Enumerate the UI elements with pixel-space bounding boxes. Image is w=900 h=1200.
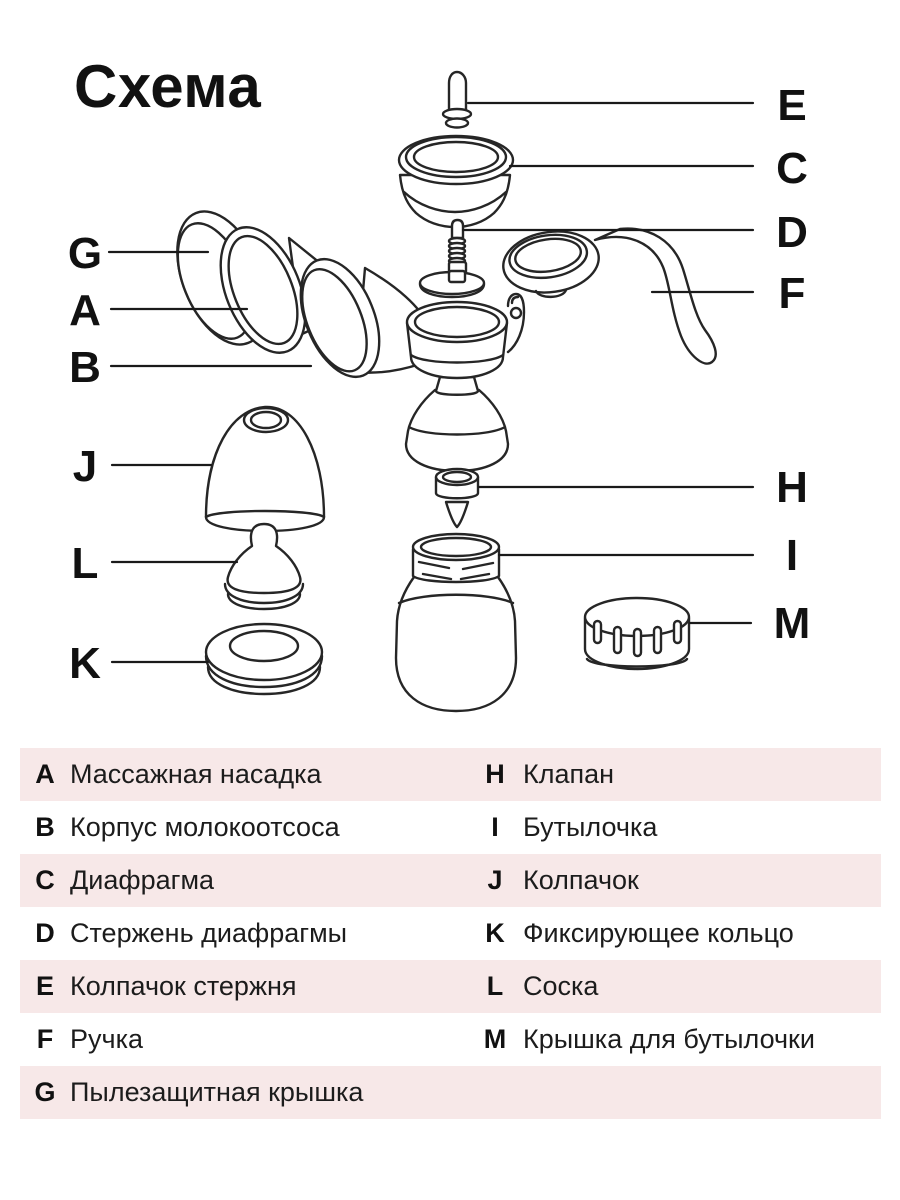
part-bottle-lid [585, 598, 689, 669]
legend-label: Диафрагма [70, 865, 215, 895]
legend-cell [20, 918, 475, 949]
legend-label: Ручка [70, 1024, 143, 1054]
diagram-label-l: L [71, 539, 99, 588]
diagram-label-k: K [69, 639, 101, 688]
legend-letter: M [483, 1024, 507, 1054]
part-handle [499, 226, 715, 364]
legend-letter: K [485, 918, 505, 948]
legend-cell [20, 865, 475, 896]
legend-row-e-l [20, 960, 881, 1013]
diagram-label-b: B [69, 343, 101, 392]
diagram-label-e: E [777, 81, 807, 130]
legend-letter: G [34, 1077, 56, 1107]
legend-cell [20, 971, 475, 1002]
diagram-label-a: A [69, 286, 101, 335]
legend-row-c-j [20, 854, 881, 907]
diagram-label-d: D [776, 208, 808, 257]
diagram-label-g: G [67, 229, 103, 278]
diagram-label-f: F [778, 269, 806, 318]
legend-label: Бутылочка [523, 812, 658, 842]
legend-label: Крышка для бутылочки [523, 1024, 815, 1054]
legend-label: Клапан [523, 759, 615, 789]
part-locking-ring [206, 624, 322, 694]
diagram-label-c: C [776, 144, 808, 193]
part-cap-of-stem [443, 72, 471, 128]
page-title: Схема [74, 53, 262, 120]
legend-letter: F [36, 1024, 54, 1054]
legend-label: Массажная насадка [70, 759, 322, 789]
legend-cell [475, 812, 881, 843]
legend-row-a-h [20, 748, 881, 801]
legend-cell [20, 759, 475, 790]
legend-letter: L [486, 971, 504, 1001]
legend-label: Пылезащитная крышка [70, 1077, 364, 1107]
legend-letter: J [487, 865, 503, 895]
legend-label: Корпус молокоотсоса [70, 812, 340, 842]
legend-cell [20, 812, 475, 843]
part-valve [436, 469, 478, 527]
legend-letter: B [35, 812, 55, 842]
legend-letter: I [491, 812, 499, 842]
legend-cell [475, 971, 881, 1002]
part-teat [225, 524, 303, 609]
legend-label: Стержень диафрагмы [70, 918, 348, 948]
parts-legend [20, 748, 881, 1119]
diagram-label-j: J [72, 442, 98, 491]
part-bottle [396, 534, 516, 711]
legend-cell [20, 1024, 475, 1055]
legend-row-g [20, 1066, 881, 1119]
legend-row-b-i [20, 801, 881, 854]
legend-letter: E [35, 971, 54, 1001]
legend-letter: H [485, 759, 505, 789]
part-stem-of-diaphragm [420, 220, 484, 297]
legend-row-f-m [20, 1013, 881, 1066]
part-diaphragm [399, 136, 513, 227]
legend-cell [475, 759, 881, 790]
legend-cell [475, 865, 881, 896]
legend-letter: C [35, 865, 55, 895]
diagram-label-i: I [785, 531, 799, 580]
legend-cell [475, 918, 881, 949]
legend-row-d-k [20, 907, 881, 960]
legend-letter: D [35, 918, 55, 948]
diagram-label-m: M [773, 599, 811, 648]
legend-label: Фиксирующее кольцо [523, 918, 794, 948]
legend-cell [20, 1077, 475, 1108]
legend-label: Соска [523, 971, 599, 1001]
legend-letter: A [35, 759, 55, 789]
legend-label: Колпачок стержня [70, 971, 297, 1001]
part-pump-body [285, 248, 524, 471]
part-cap [206, 407, 324, 531]
legend-label: Колпачок [523, 865, 639, 895]
legend-cell [475, 1024, 881, 1055]
diagram-label-h: H [776, 463, 808, 512]
